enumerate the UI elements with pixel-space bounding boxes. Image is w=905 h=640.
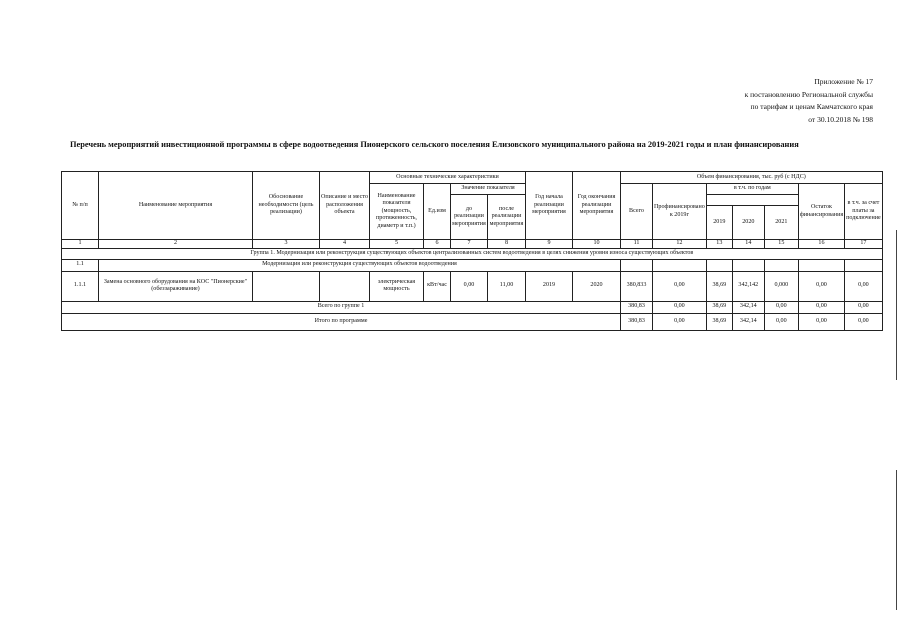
col-number: 14 <box>732 240 764 249</box>
subgroup-row <box>62 259 883 271</box>
investment-program-table <box>61 171 883 331</box>
group-total-total: 380,83 <box>621 301 653 313</box>
header-num: № п/п <box>62 172 99 240</box>
appendix-line-1: Приложение № 17 <box>814 77 873 86</box>
appendix-note <box>745 76 873 126</box>
appendix-line-4: от 30.10.2018 № 198 <box>808 114 873 124</box>
header-before: до реализации мероприятия <box>451 195 488 240</box>
header-end-year: Год окончания реализации мероприятия <box>573 172 621 240</box>
header-year-2020: 2020 <box>732 206 764 240</box>
header-justification: Обоснование необходимости (цель реализации) <box>253 172 320 240</box>
header-tech: Основные технические характеристики <box>370 172 526 184</box>
col-number: 17 <box>845 240 883 249</box>
col-number: 16 <box>798 240 844 249</box>
program-total-remainder: 0,00 <box>798 313 844 330</box>
item-unit: кВт/час <box>424 271 451 301</box>
program-total-total: 380,83 <box>621 313 653 330</box>
item-total: 380,833 <box>621 271 653 301</box>
col-number: 6 <box>424 240 451 249</box>
col-number: 8 <box>488 240 526 249</box>
subgroup-name: Модернизация или реконструкция существующих объектов водоотведения <box>99 259 621 271</box>
item-name: Замена основного оборудования на КОС "Пионерские" (обеззараживание) <box>99 271 253 301</box>
header-remainder: Остаток финансирования <box>798 184 844 240</box>
header-indicator-name: Наименование показателя (мощность, протяженность, диаметр и т.п.) <box>370 184 424 240</box>
item-connection: 0,00 <box>845 271 883 301</box>
header-financed-2019: Профинансировано к 2019г <box>653 184 707 240</box>
header-incl-connection: в т.ч. за счет платы за подключение <box>845 184 883 240</box>
col-number: 15 <box>764 240 798 249</box>
header-start-year: Год начала реализации мероприятия <box>526 172 573 240</box>
item-indicator: электрическая мощность <box>370 271 424 301</box>
program-total-2019: 38,69 <box>706 313 732 330</box>
group-total-label: Всего по группе 1 <box>62 301 621 313</box>
item-num: 1.1.1 <box>62 271 99 301</box>
item-after: 11,00 <box>488 271 526 301</box>
appendix-line-3: по тарифам и ценам Камчатского края <box>750 102 873 111</box>
group-total-2020: 342,14 <box>732 301 764 313</box>
header-after: после реализации мероприятия <box>488 195 526 240</box>
subgroup-num: 1.1 <box>62 259 99 271</box>
program-total-2021: 0,00 <box>764 313 798 330</box>
scan-edge-line <box>896 230 897 380</box>
group-row <box>62 248 883 259</box>
item-2020: 342,142 <box>732 271 764 301</box>
appendix-line-2: к постановлению Региональной службы <box>744 89 873 99</box>
item-2019: 38,69 <box>706 271 732 301</box>
item-before: 0,00 <box>451 271 488 301</box>
col-number: 10 <box>573 240 621 249</box>
col-number: 3 <box>253 240 320 249</box>
group-title: Группа 1. Модернизация или реконструкция существующих объектов централизованных систем водоотведения в целях снижения уровня износа существующих объектов <box>62 248 883 259</box>
item-2021: 0,000 <box>764 271 798 301</box>
column-number-row <box>62 240 883 249</box>
col-number: 12 <box>653 240 707 249</box>
group-total-remainder: 0,00 <box>798 301 844 313</box>
program-total-2020: 342,14 <box>732 313 764 330</box>
program-total-row <box>62 313 883 330</box>
table-row <box>62 271 883 301</box>
group-total-financed: 0,00 <box>653 301 707 313</box>
scan-edge-line <box>896 470 897 610</box>
document-title: Перечень мероприятий инвестиционной программы в сфере водоотведения Пионерского сельского поселения Елизовского муниципального района на 2019-2021 годы и план финансирования <box>70 140 799 149</box>
col-number: 4 <box>320 240 370 249</box>
header-name: Наименование мероприятия <box>99 172 253 240</box>
header-financing: Объем финансирования, тыс. руб (с НДС) <box>621 172 883 184</box>
col-number: 5 <box>370 240 424 249</box>
header-year-2019: 2019 <box>706 206 732 240</box>
header-year-2021: 2021 <box>764 206 798 240</box>
header-total: Всего <box>621 184 653 240</box>
header-unit: Ед.изм <box>424 184 451 240</box>
item-financed: 0,00 <box>653 271 707 301</box>
item-remainder: 0,00 <box>798 271 844 301</box>
group-total-2021: 0,00 <box>764 301 798 313</box>
group-total-2019: 38,69 <box>706 301 732 313</box>
header-indicator-value: Значение показателя <box>451 184 526 195</box>
col-number: 9 <box>526 240 573 249</box>
header-description: Описание и место расположения объекта <box>320 172 370 240</box>
col-number: 7 <box>451 240 488 249</box>
group-total-connection: 0,00 <box>845 301 883 313</box>
item-end-year: 2020 <box>573 271 621 301</box>
program-total-financed: 0,00 <box>653 313 707 330</box>
item-start-year: 2019 <box>526 271 573 301</box>
program-total-connection: 0,00 <box>845 313 883 330</box>
program-total-label: Итого по программе <box>62 313 621 330</box>
group-total-row <box>62 301 883 313</box>
col-number: 1 <box>62 240 99 249</box>
col-number: 13 <box>706 240 732 249</box>
header-by-years: в т.ч. по годам <box>706 184 798 195</box>
col-number: 2 <box>99 240 253 249</box>
col-number: 11 <box>621 240 653 249</box>
